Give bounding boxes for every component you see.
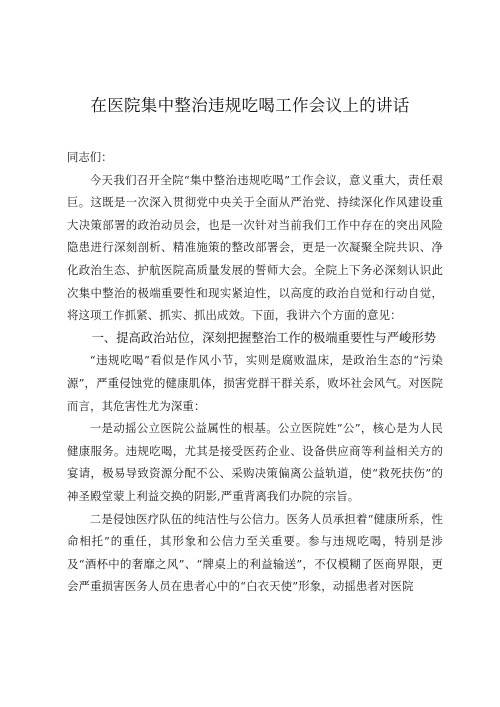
document-body — [67, 146, 443, 598]
section-heading-1: 一、提高政治站位，深刻把握整治工作的极端重要性与严峻形势 — [91, 330, 436, 345]
salutation: 同志们： — [67, 150, 113, 164]
section-1-paragraph-2: 一是动摇公立医院公益属性的根基。公立医院姓“公”，核心是为人民健康服务。违规吃喝，尤其是接受医药企业、设备供应商等利益相关方的宴请，极易导致资源分配不公、采购决策偏离公益轨道，使“救死扶伤”的神圣殿堂蒙上利益交换的阴影,严重背离我们办院的宗旨。 — [67, 421, 443, 503]
section-1-paragraph-3: 二是侵蚀医疗队伍的纯洁性与公信力。医务人员承担着“健康所系，性命相托”的重任，其形象和公信力至关重要。参与违规吃喝，特别是涉及“酒杯中的奢靡之风”、“牌桌上的利益输送”，不仅模糊了医商界限，更会严重损害医务人员在患者心中的“白衣天使”形象，动摇患者对医院 — [67, 511, 443, 594]
section-1-paragraph-1: “违规吃喝”看似是作风小节，实则是腐败温床，是政治生态的“污染源”，严重侵蚀党的健康肌体，损害党群干群关系，败坏社会风气。对医院而言，其危害性尤为深重： — [67, 353, 443, 413]
document-title: 在医院集中整治违规吃喝工作会议上的讲话 — [90, 96, 410, 115]
intro-paragraph: 今天我们召开全院“集中整治违规吃喝”工作会议，意义重大，责任艰巨。这既是一次深入贯彻党中央关于全面从严治党、持续深化作风建设重大决策部署的政治动员会，也是一次针对当前我们工作中存在的突出风险隐患进行深刻剖析、精准施策的整改部署会，更是一次凝聚全院共识、净化政治生态、护航医院高质量发展的誓师大会。全院上下务必深刻认识此次集中整治的极端重要性和现实紧迫性，以高度的政治自觉和行动自觉，将这项工作抓紧、抓实、抓出成效。下面，我讲六个方面的意见： — [67, 172, 443, 323]
